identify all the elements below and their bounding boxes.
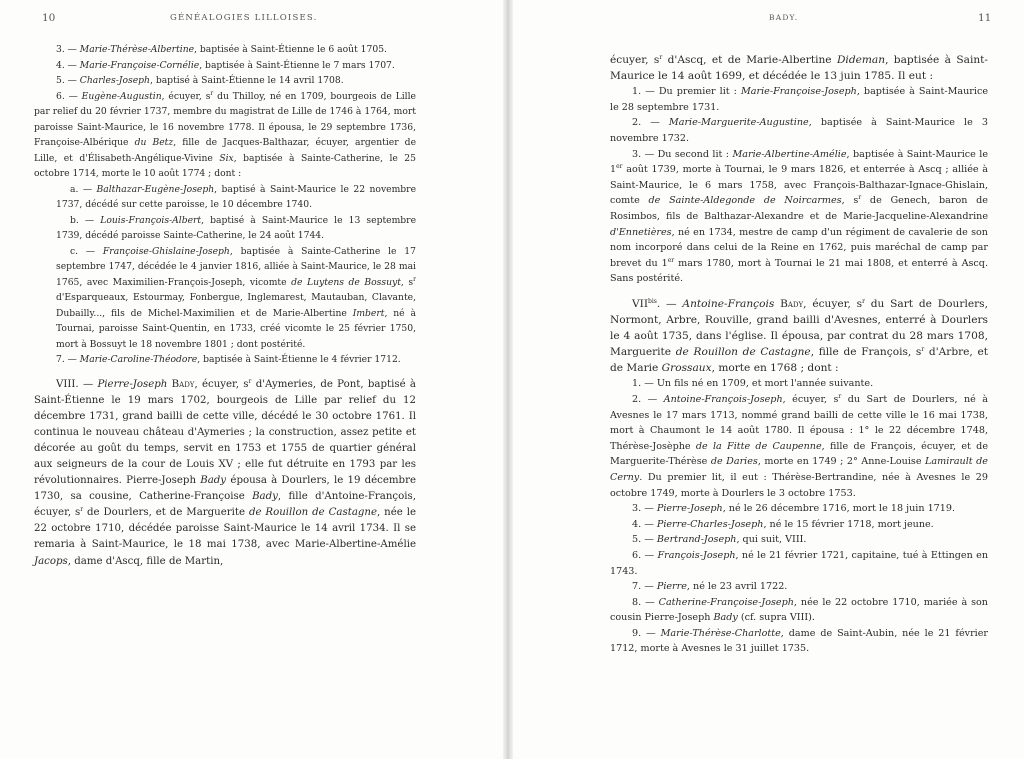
son-5: 5. — Bertrand-Joseph, qui suit, VIII. [632,534,807,546]
child-2: 2. — Marie-Marguerite-Augustine, baptisée à Saint-Maurice le 3 novembre 1732. [610,117,988,144]
entry-6b: b. — Louis-François-Albert, baptisé à Saint-Maurice le 13 septembre 1739, décédé paroisse Sainte-Catherine, le 24 août 1744. [56,214,417,241]
entry-5: 5. — Charles-Joseph, baptisé à Saint-Étienne le 14 avril 1708. [56,75,344,86]
section-vii-bis: $VII^{bis}$. — Antoine-François Bady, écuyer, $s^r$ du Sart de Dourlers, Normont, Arbre, Rouville, grand bailli d'Avesnes, enterré à Dourlers le 4 août 1735, dans l'église. Il épousa, par contrat du 28 mars 1708, Marguerite de Rouillon de Castagne, fille de François, $s^r$ d'Arbre, et de Marie Grossaux, morte en 1768 ; dont : [610,297,988,375]
child-1: 1. — Du premier lit : Marie-Françoise-Joseph, baptisée à Saint-Maurice le 28 septembre 1731. [610,86,988,113]
continuation-paragraph: écuyer, $s^r$ d'Ascq, et de Marie-Albertine Dideman, baptisée à Saint-Maurice le 14 août 1699, et décédée le 13 juin 1785. Il eut : [610,54,988,83]
son-7: 7. — Pierre, né le 23 avril 1722. [632,581,788,593]
daughter-9: 9. — Marie-Thérèse-Charlotte, dame de Saint-Aubin, née le 21 février 1712, morte à Avesnes le 31 juillet 1735. [610,627,988,655]
page-body [34,42,416,570]
running-head: BADY. [769,13,799,22]
right-page [513,0,1024,759]
left-page [0,0,503,759]
section-viii: VIII. — Pierre-Joseph Bady, écuyer, $s^r$ d'Aymeries, de Pont, baptisé à Saint-Étienne le 19 mars 1702, bourgeois de Lille par relief du 12 décembre 1731, grand bailli de cette ville, décédé le 30 octobre 1761. Il continua le nouveau château d'Aymeries ; la construction, assez petite et décorée au goût du temps, servit en 1753 et 1755 de quartier général aux seigneurs de la cour de Louis XV ; elle fut détruite en 1793 par les révolutionnaires. Pierre-Joseph Badу épousa à Dourlers, le 19 décembre 1730, sa cousine, Catherine-Françoise Bady, fille d'Antoine-François, écuyer, $s^r$ de Dourlers, et de Marguerite de Rouillon de Castagne, née le 22 octobre 1710, décédée paroisse Saint-Maurice le 14 avril 1734. Il se remaria à Saint-Maurice, le 18 mai 1738, avec Marie-Albertine-Amélie Jacops, dame d'Ascq, fille de Martin, [34,377,416,567]
entry-6a: a. — Balthazar-Eugène-Joseph, baptisé à Saint-Maurice le 22 novembre 1737, décédé sur cette paroisse, le 10 décembre 1740. [56,183,417,210]
son-6: 6. — François-Joseph, né le 21 février 1721, capitaine, tué à Ettingen en 1743. [610,549,988,577]
entry-3: 3. — Marie-Thérèse-Albertine, baptisée à Saint-Étienne le 6 août 1705. [56,44,387,55]
child-3: 3. — Du second lit : Marie-Albertine-Amélie, baptisée à Saint-Maurice le 1er août 1739, morte à Tournai, le 9 mars 1826, et enterrée à Ascq ; alliée à Saint-Maurice, le 6 mars 1758, avec François-Balthazar-Ignace-Ghislain, comte de Sainte-Aldegonde de Noircarmes, $s^r$ de Genech, baron de Rosimbos, fils de Balthazar-Alexandre et de Marie-Jacqueline-Alexandrine d'Ennetières, né en 1734, mestre de camp d'un régiment de cavalerie de son nom incorporé dans celui de la Reine en 1762, puis maréchal de camp par brevet du 1er mars 1780, mort à Tournai le 21 mai 1808, et enterré à Ascq. Sans postérité. [610,148,988,285]
son-4: 4. — Pierre-Charles-Joseph, né le 15 février 1718, mort jeune. [632,518,934,530]
book-gutter [503,0,513,759]
page-body [610,52,988,657]
page-number: 11 [978,12,992,24]
daughter-8: 8. — Catherine-Françoise-Joseph, née le 22 octobre 1710, mariée à son cousin Pierre-Joseph Bady (cf. supra VIII). [610,596,988,624]
son-3: 3. — Pierre-Joseph, né le 26 décembre 1716, mort le 18 juin 1719. [632,503,956,515]
entry-4: 4. — Marie-Françoise-Cornélie, baptisée à Saint-Étienne le 7 mars 1707. [56,59,395,71]
entry-7: 7. — Marie-Caroline-Théodore, baptisée à Saint-Étienne le 4 février 1712. [56,354,401,365]
running-head: GÉNÉALOGIES LILLOISES. [170,13,318,23]
son-1: 1. — Un fils né en 1709, et mort l'année suivante. [632,378,874,390]
son-2: 2. — Antoine-François-Joseph, écuyer, $s^r$ du Sart de Dourlers, né à Avesnes le 17 mars 1713, nommé grand bailli de cette ville le 16 mai 1738, mort à Chaumont le 14 août 1780. Il épousa : 1° le 22 décembre 1748, Thérèse-Josèphe de la Fitte de Caupenne, fille de François, écuyer, et de Marguerite-Thérèse de Daries, morte en 1749 ; 2° Anne-Louise Lamirault de Cerny. Du premier lit, il eut : Thérèse-Bertrandine, née à Avesnes le 29 octobre 1749, morte à Dourlers le 3 octobre 1753. [610,392,988,499]
page-number: 10 [42,12,56,24]
entry-6: 6. — Eugène-Augustin, écuyer, $s^r$ du Thilloy, né en 1709, bourgeois de Lille par relief du 20 février 1737, membre du magistrat de Lille de 1746 à 1764, mort paroisse Saint-Maurice, le 16 novembre 1778. Il épousa, le 29 septembre 1736, Françoise-Albérique du Betz, fille de Jacques-Balthazar, écuyer, argentier de Lille, et d'Élisabeth-Angélique-Vivine Six, baptisée à Sainte-Catherine, le 25 octobre 1714, morte le 10 août 1774 ; dont : [34,89,417,179]
entry-6c: c. — Françoise-Ghislaine-Joseph, baptisée à Sainte-Catherine le 17 septembre 1747, décédée le 4 janvier 1816, alliée à Saint-Maurice, le 28 mai 1765, avec Maximilien-François-Joseph, vicomte de Luytens de Bossuyt, $s^r$ d'Esparqueaux, Estourmay, Fonbergue, Inglemarest, Mautauban, Clavante, Dubailly..., fils de Michel-Maximilien et de Marie-Albertine Imbert, né à Tournai, paroisse Saint-Quentin, en 1733, créé vicomte le 25 février 1750, mort à Bossuyt le 18 novembre 1801 ; dont postérité. [56,245,416,350]
